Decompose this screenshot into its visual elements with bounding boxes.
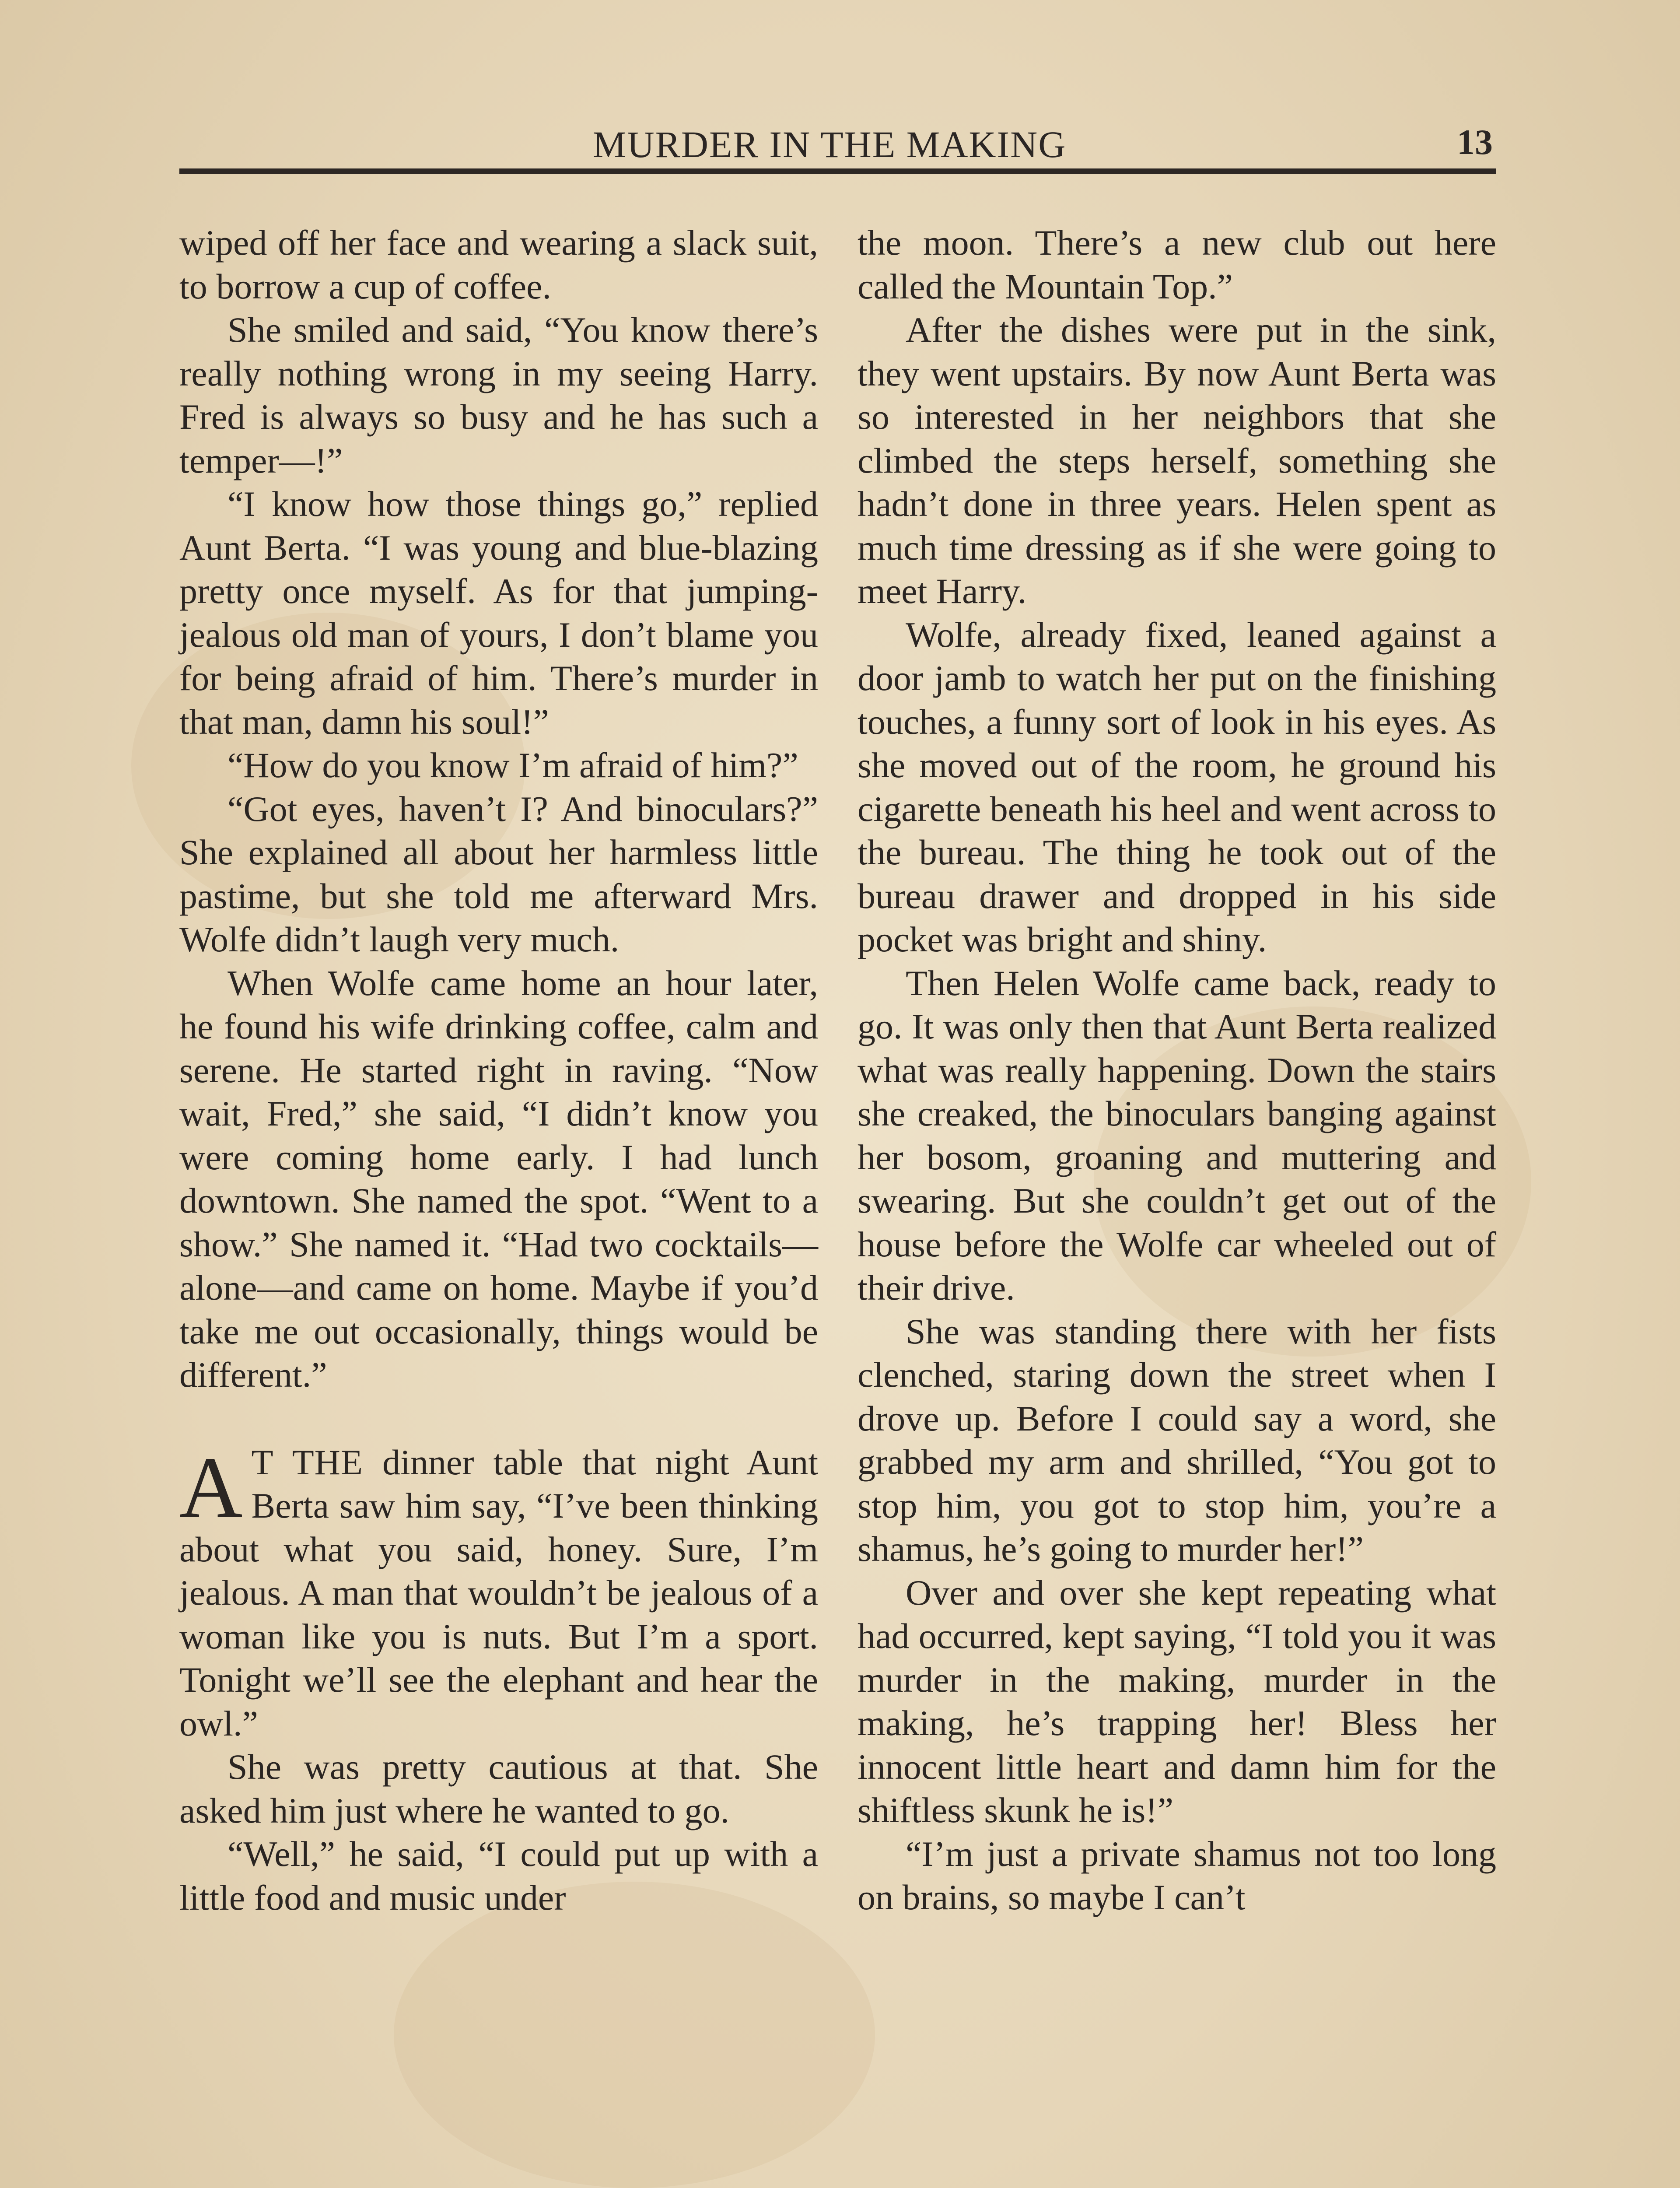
running-title: MURDER IN THE MAKING (593, 123, 1067, 165)
running-header (179, 109, 1496, 179)
paragraph: When Wolfe came home an hour later, he found his wife drinking coffee, calm and serene. He started right in raving. “Now wait, Fred,” she said, “I didn’t know you were coming home early. I had lunch downtown. She named the spot. “Went to a show.” She named it. “Had two cocktails—alone—and came on home. Maybe if you’d take me out occasionally, things would be different.” (179, 963, 818, 1395)
paragraph: wiped off her face and wearing a slack suit, to borrow a cup of coffee. (179, 223, 818, 306)
paragraph: “Well,” he said, “I could put up with a little food and music under (179, 1834, 818, 1918)
lead-in: T THE (251, 1442, 363, 1482)
paragraph: “Got eyes, haven’t I? And binoculars?” She explained all about her harmless little pastime, but she told me afterward Mrs. Wolfe didn’t laugh very much. (179, 789, 818, 959)
section-text: dinner table that night Aunt Berta saw him say, “I’ve been thinking about what you said, honey. Sure, I’m jealous. A man that wouldn’t be jealous of a woman like you is nuts. But I’m a sport. Tonight we’ll see the elephant and hear the owl.” (179, 1442, 818, 1743)
paragraph: “How do you know I’m afraid of him?” (228, 745, 798, 785)
section-opening-paragraph (179, 1441, 818, 1746)
header-rule (179, 168, 1496, 174)
paragraph: “I know how those things go,” replied Aunt Berta. “I was young and blue-blazing pretty once myself. As for that jumping-jealous old man of yours, I don’t blame you for being afraid of him. There’s murder in that man, damn his soul!” (179, 484, 818, 742)
paragraph: the moon. There’s a new club out here called the Mountain Top.” (858, 223, 1496, 306)
paragraph: Then Helen Wolfe came back, ready to go. It was only then that Aunt Berta realized what was really happening. Down the stairs she creaked, the binoculars banging against her bosom, groaning and muttering and swearing. But she couldn’t get out of the house before the Wolfe car wheeled out of their drive. (858, 963, 1496, 1308)
right-column (858, 221, 1496, 1919)
left-column (179, 221, 818, 1919)
paragraph: Wolfe, already fixed, leaned against a door jamb to watch her put on the finishing touches, a funny sort of look in his eyes. As she moved out of the room, he ground his cigarette beneath his heel and went across to the bureau. The thing he took out of the bureau drawer and dropped in his side pocket was bright and shiny. (858, 614, 1496, 959)
paragraph: After the dishes were put in the sink, they went upstairs. By now Aunt Berta was so interested in her neighbors that she climbed the steps herself, something she hadn’t done in three years. Helen spent as much time dressing as if she were going to meet Harry. (858, 310, 1496, 611)
paragraph: Over and over she kept repeating what had occurred, kept saying, “I told you it was murder in the making, murder in the making, he’s trapping her! Bless her innocent little heart and damn him for the shiftless skunk he is!” (858, 1572, 1496, 1830)
paper-stain (394, 1882, 875, 2188)
page-number: 13 (1457, 122, 1493, 162)
paragraph: She was standing there with her fists clenched, staring down the street when I drove up. Before I could say a word, she grabbed my arm and shrilled, “You got to stop him, you got to stop him, you’re a shamus, he’s going to murder her!” (858, 1311, 1496, 1569)
paragraph: “I’m just a private shamus not too long on brains, so maybe I can’t (858, 1834, 1496, 1917)
paragraph: She was pretty cautious at that. She asked him just where he wanted to go. (179, 1747, 818, 1830)
drop-cap: A (179, 1439, 243, 1536)
paragraph: She smiled and said, “You know there’s really nothing wrong in my seeing Harry. Fred is always so busy and he has such a temper—!” (179, 310, 818, 480)
